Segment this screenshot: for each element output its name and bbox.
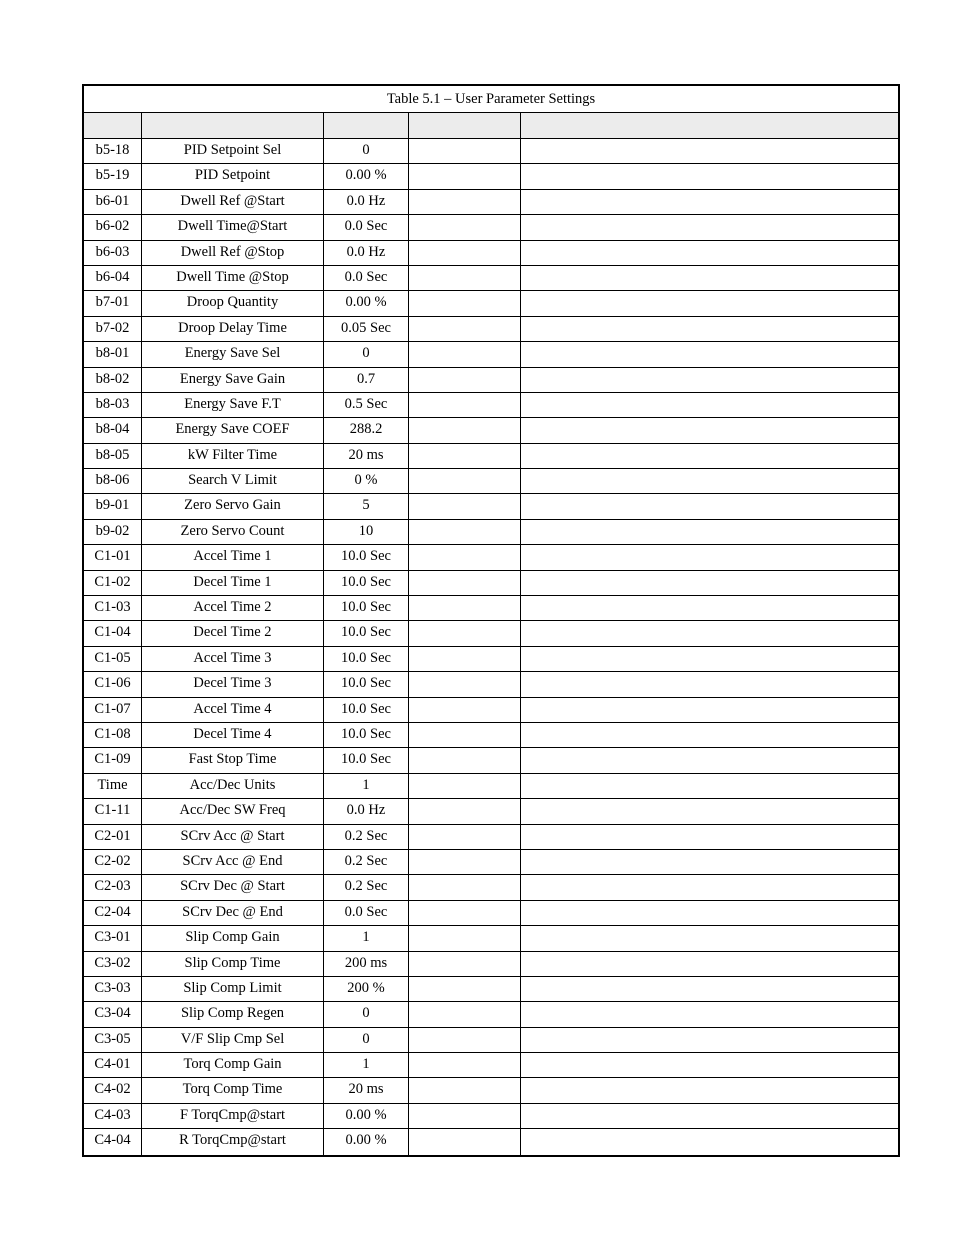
user-setting-cell [409,596,521,620]
param-name-cell: Acc/Dec SW Freq [142,799,324,823]
param-name-cell: Acc/Dec Units [142,774,324,798]
table-row [84,901,898,926]
user-setting-cell [409,291,521,315]
table-row [84,444,898,469]
header-cell-code [84,113,142,138]
param-name-cell: Slip Comp Limit [142,977,324,1001]
table-row [84,1078,898,1103]
table-row [84,393,898,418]
param-code-cell: C4-02 [84,1078,142,1102]
notes-cell [521,444,898,468]
user-setting-cell [409,977,521,1001]
param-code-cell: b5-19 [84,164,142,188]
param-value-cell: 0.0 Hz [324,190,409,214]
param-code-cell: b6-04 [84,266,142,290]
header-cell-name [142,113,324,138]
param-code-cell: b9-01 [84,494,142,518]
user-setting-cell [409,774,521,798]
notes-cell [521,494,898,518]
param-code-cell: C1-11 [84,799,142,823]
param-code-cell: C2-03 [84,875,142,899]
table-row [84,698,898,723]
table-row [84,825,898,850]
user-setting-cell [409,901,521,925]
param-code-cell: C1-03 [84,596,142,620]
table-row [84,926,898,951]
param-value-cell: 1 [324,926,409,950]
table-row [84,952,898,977]
notes-cell [521,698,898,722]
table-row [84,723,898,748]
notes-cell [521,545,898,569]
notes-cell [521,1053,898,1077]
notes-cell [521,748,898,772]
notes-cell [521,977,898,1001]
table-row [84,748,898,773]
param-value-cell: 0.05 Sec [324,317,409,341]
param-code-cell: b8-05 [84,444,142,468]
table-row [84,266,898,291]
param-name-cell: PID Setpoint [142,164,324,188]
param-value-cell: 20 ms [324,444,409,468]
header-cell-setting [409,113,521,138]
param-name-cell: Accel Time 2 [142,596,324,620]
param-name-cell: Torq Comp Time [142,1078,324,1102]
param-name-cell: Slip Comp Regen [142,1002,324,1026]
param-code-cell: C1-01 [84,545,142,569]
param-code-cell: C3-01 [84,926,142,950]
param-value-cell: 5 [324,494,409,518]
param-code-cell: C1-07 [84,698,142,722]
notes-cell [521,266,898,290]
param-name-cell: Droop Quantity [142,291,324,315]
param-value-cell: 1 [324,1053,409,1077]
param-code-cell: C3-05 [84,1028,142,1052]
notes-cell [521,139,898,163]
param-value-cell: 0 % [324,469,409,493]
user-setting-cell [409,545,521,569]
table-row [84,291,898,316]
user-setting-cell [409,418,521,442]
param-name-cell: Decel Time 4 [142,723,324,747]
notes-cell [521,190,898,214]
notes-cell [521,342,898,366]
table-row [84,368,898,393]
table-row [84,647,898,672]
param-value-cell: 10.0 Sec [324,723,409,747]
notes-cell [521,1002,898,1026]
param-name-cell: kW Filter Time [142,444,324,468]
user-setting-cell [409,520,521,544]
notes-cell [521,926,898,950]
user-setting-cell [409,266,521,290]
table-row [84,342,898,367]
user-setting-cell [409,621,521,645]
param-name-cell: Accel Time 3 [142,647,324,671]
user-setting-cell [409,1104,521,1128]
table-row [84,875,898,900]
param-value-cell: 0.0 Sec [324,215,409,239]
table-row [84,1053,898,1078]
param-name-cell: PID Setpoint Sel [142,139,324,163]
notes-cell [521,672,898,696]
param-value-cell: 200 ms [324,952,409,976]
notes-cell [521,368,898,392]
param-value-cell: 10.0 Sec [324,698,409,722]
notes-cell [521,1104,898,1128]
header-cell-default [324,113,409,138]
notes-cell [521,901,898,925]
table-row [84,545,898,570]
param-value-cell: 288.2 [324,418,409,442]
user-setting-cell [409,215,521,239]
param-name-cell: Energy Save COEF [142,418,324,442]
param-value-cell: 0.2 Sec [324,850,409,874]
param-value-cell: 10.0 Sec [324,672,409,696]
table-row [84,571,898,596]
param-name-cell: Slip Comp Time [142,952,324,976]
param-value-cell: 0 [324,139,409,163]
notes-cell [521,164,898,188]
param-name-cell: Torq Comp Gain [142,1053,324,1077]
param-code-cell: b5-18 [84,139,142,163]
user-setting-cell [409,1129,521,1154]
param-name-cell: Decel Time 1 [142,571,324,595]
user-setting-cell [409,1053,521,1077]
notes-cell [521,621,898,645]
table-row [84,596,898,621]
user-setting-cell [409,139,521,163]
param-code-cell: C1-02 [84,571,142,595]
param-name-cell: Decel Time 2 [142,621,324,645]
param-name-cell: Accel Time 4 [142,698,324,722]
param-value-cell: 10.0 Sec [324,647,409,671]
table-row [84,1028,898,1053]
notes-cell [521,241,898,265]
table-row [84,621,898,646]
param-code-cell: C2-01 [84,825,142,849]
param-name-cell: Search V Limit [142,469,324,493]
param-value-cell: 10.0 Sec [324,621,409,645]
table-row [84,317,898,342]
notes-cell [521,799,898,823]
param-value-cell: 10 [324,520,409,544]
param-code-cell: C4-01 [84,1053,142,1077]
notes-cell [521,520,898,544]
param-name-cell: Accel Time 1 [142,545,324,569]
notes-cell [521,215,898,239]
table-row [84,241,898,266]
notes-cell [521,393,898,417]
user-setting-cell [409,317,521,341]
param-value-cell: 0.0 Hz [324,241,409,265]
param-value-cell: 0 [324,342,409,366]
param-code-cell: b8-02 [84,368,142,392]
param-name-cell: Dwell Time@Start [142,215,324,239]
user-setting-cell [409,926,521,950]
notes-cell [521,850,898,874]
table-row [84,520,898,545]
user-setting-cell [409,1002,521,1026]
param-code-cell: C3-03 [84,977,142,1001]
param-value-cell: 0.00 % [324,1129,409,1154]
param-value-cell: 20 ms [324,1078,409,1102]
param-value-cell: 0 [324,1028,409,1052]
notes-cell [521,1078,898,1102]
table-row [84,494,898,519]
user-setting-cell [409,190,521,214]
param-name-cell: Zero Servo Gain [142,494,324,518]
param-value-cell: 0.0 Sec [324,266,409,290]
user-setting-cell [409,850,521,874]
notes-cell [521,1129,898,1154]
user-setting-cell [409,647,521,671]
user-setting-cell [409,241,521,265]
notes-cell [521,418,898,442]
table-body [84,139,898,1155]
param-name-cell: Energy Save Sel [142,342,324,366]
notes-cell [521,647,898,671]
param-value-cell: 10.0 Sec [324,748,409,772]
param-value-cell: 0.0 Hz [324,799,409,823]
header-cell-notes [521,113,898,138]
param-code-cell: b8-04 [84,418,142,442]
param-value-cell: 0.2 Sec [324,875,409,899]
param-value-cell: 10.0 Sec [324,596,409,620]
table-row [84,1002,898,1027]
param-name-cell: SCrv Acc @ End [142,850,324,874]
param-name-cell: Decel Time 3 [142,672,324,696]
param-name-cell: Slip Comp Gain [142,926,324,950]
param-name-cell: Dwell Time @Stop [142,266,324,290]
param-name-cell: SCrv Dec @ Start [142,875,324,899]
user-setting-cell [409,393,521,417]
user-setting-cell [409,368,521,392]
param-code-cell: C4-03 [84,1104,142,1128]
user-setting-cell [409,723,521,747]
param-code-cell: C1-08 [84,723,142,747]
param-code-cell: C4-04 [84,1129,142,1154]
notes-cell [521,291,898,315]
table-row [84,215,898,240]
param-code-cell: C1-06 [84,672,142,696]
param-code-cell: b7-02 [84,317,142,341]
param-code-cell: b6-03 [84,241,142,265]
param-code-cell: C1-05 [84,647,142,671]
table-row [84,1104,898,1129]
param-name-cell: Dwell Ref @Start [142,190,324,214]
user-setting-cell [409,698,521,722]
notes-cell [521,469,898,493]
param-value-cell: 0.00 % [324,291,409,315]
notes-cell [521,952,898,976]
table-row [84,1129,898,1154]
parameter-table [82,84,900,1157]
param-value-cell: 10.0 Sec [324,545,409,569]
param-code-cell: b8-01 [84,342,142,366]
table-row [84,774,898,799]
user-setting-cell [409,571,521,595]
param-name-cell: F TorqCmp@start [142,1104,324,1128]
param-code-cell: b6-02 [84,215,142,239]
param-value-cell: 0.00 % [324,164,409,188]
param-value-cell: 200 % [324,977,409,1001]
param-code-cell: C1-04 [84,621,142,645]
table-row [84,139,898,164]
param-name-cell: Dwell Ref @Stop [142,241,324,265]
param-name-cell: Droop Delay Time [142,317,324,341]
param-name-cell: Energy Save Gain [142,368,324,392]
param-code-cell: Time [84,774,142,798]
notes-cell [521,774,898,798]
param-code-cell: b6-01 [84,190,142,214]
table-row [84,977,898,1002]
user-setting-cell [409,342,521,366]
notes-cell [521,875,898,899]
user-setting-cell [409,1028,521,1052]
param-name-cell: SCrv Dec @ End [142,901,324,925]
param-code-cell: b7-01 [84,291,142,315]
param-code-cell: C3-02 [84,952,142,976]
table-row [84,469,898,494]
param-value-cell: 0.5 Sec [324,393,409,417]
user-setting-cell [409,1078,521,1102]
user-setting-cell [409,799,521,823]
param-name-cell: SCrv Acc @ Start [142,825,324,849]
param-value-cell: 0 [324,1002,409,1026]
user-setting-cell [409,875,521,899]
param-value-cell: 0.0 Sec [324,901,409,925]
param-code-cell: C2-04 [84,901,142,925]
param-value-cell: 10.0 Sec [324,571,409,595]
table-row [84,164,898,189]
param-code-cell: C1-09 [84,748,142,772]
user-setting-cell [409,494,521,518]
table-row [84,799,898,824]
user-setting-cell [409,748,521,772]
user-setting-cell [409,164,521,188]
param-value-cell: 0.00 % [324,1104,409,1128]
notes-cell [521,1028,898,1052]
user-setting-cell [409,469,521,493]
param-value-cell: 0.7 [324,368,409,392]
user-setting-cell [409,672,521,696]
param-code-cell: b8-06 [84,469,142,493]
param-name-cell: V/F Slip Cmp Sel [142,1028,324,1052]
param-name-cell: Zero Servo Count [142,520,324,544]
notes-cell [521,596,898,620]
param-code-cell: b8-03 [84,393,142,417]
param-code-cell: C3-04 [84,1002,142,1026]
param-code-cell: C2-02 [84,850,142,874]
table-row [84,418,898,443]
notes-cell [521,317,898,341]
param-name-cell: R TorqCmp@start [142,1129,324,1154]
table-row [84,672,898,697]
param-name-cell: Energy Save F.T [142,393,324,417]
notes-cell [521,825,898,849]
param-name-cell: Fast Stop Time [142,748,324,772]
table-row [84,850,898,875]
table-title: Table 5.1 – User Parameter Settings [84,86,898,113]
param-code-cell: b9-02 [84,520,142,544]
notes-cell [521,723,898,747]
param-value-cell: 0.2 Sec [324,825,409,849]
user-setting-cell [409,825,521,849]
user-setting-cell [409,952,521,976]
table-row [84,190,898,215]
user-setting-cell [409,444,521,468]
notes-cell [521,571,898,595]
param-value-cell: 1 [324,774,409,798]
table-header-row [84,113,898,139]
